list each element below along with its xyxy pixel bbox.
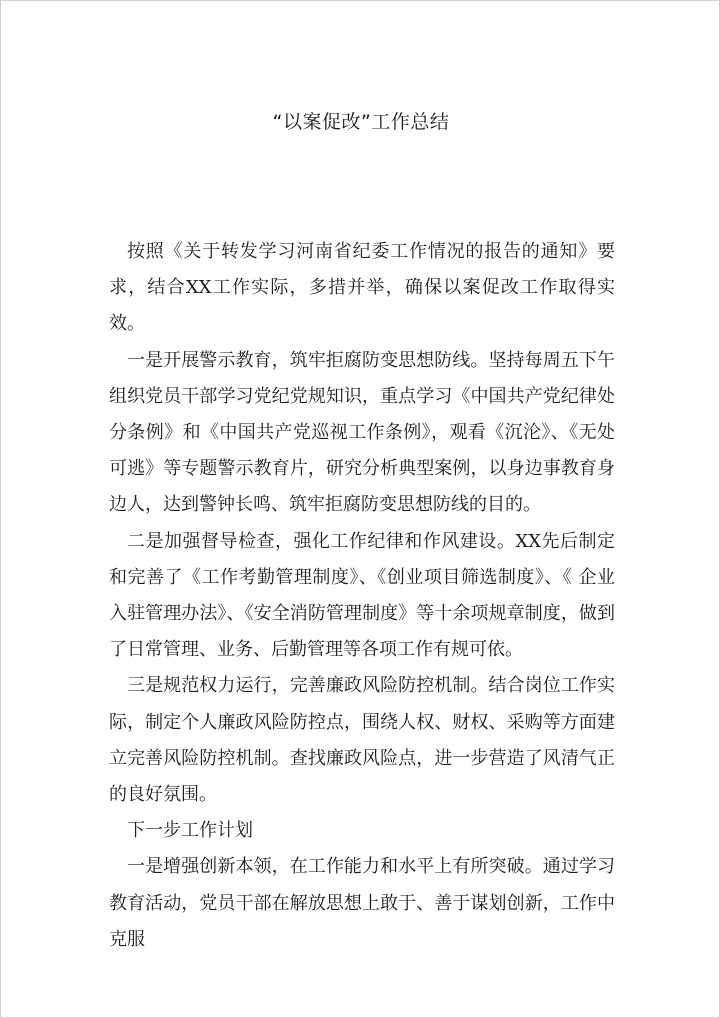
document-title: “以案促改”工作总结 [272,111,450,133]
paragraph-warning-education: 一是开展警示教育，筑牢拒腐防变思想防线。坚持每周五下午组织党员干部学习党纪党规知识，重点学习《中国共产党纪律处分条例》和《中国共产党巡视工作条例》，观看《沉沦》、《无处可逃》等专题警示教育片，研究分析典型案例，以身边事教育身边人，达到警钟长鸣、筑牢拒腐防变思想防线的目的。 [109,349,615,516]
paragraph-power-regulation: 三是规范权力运行，完善廉政风险防控机制。结合岗位工作实际，制定个人廉政风险防控点，围绕人权、财权、采购等方面建立完善风险防控机制。查找廉政风险点，进一步营造了风清气正的良好氛围。 [109,675,615,806]
paragraph-innovation: 一是增强创新本领，在工作能力和水平上有所突破。通过学习教育活动，党员干部在解放思想上敢于、善于谋划创新，工作中克服 [109,856,615,950]
paragraph-next-plan-heading: 下一步工作计划 [127,820,253,842]
paragraph-intro: 按照《关于转发学习河南省纪委工作情况的报告的通知》要求，结合XX工作实际，多措并举，确保以案促改工作取得实效。 [109,241,615,335]
document-body [109,234,615,958]
paragraph-supervision: 二是加强督导检查，强化工作纪律和作风建设。XX先后制定和完善了《工作考勤管理制度》、《创业项目筛选制度》、《 企业入驻管理办法》、《安全消防管理制度》等十余项规章制度，做到了日常管理、业务、后勤管理等各项工作有规可依。 [109,530,615,661]
